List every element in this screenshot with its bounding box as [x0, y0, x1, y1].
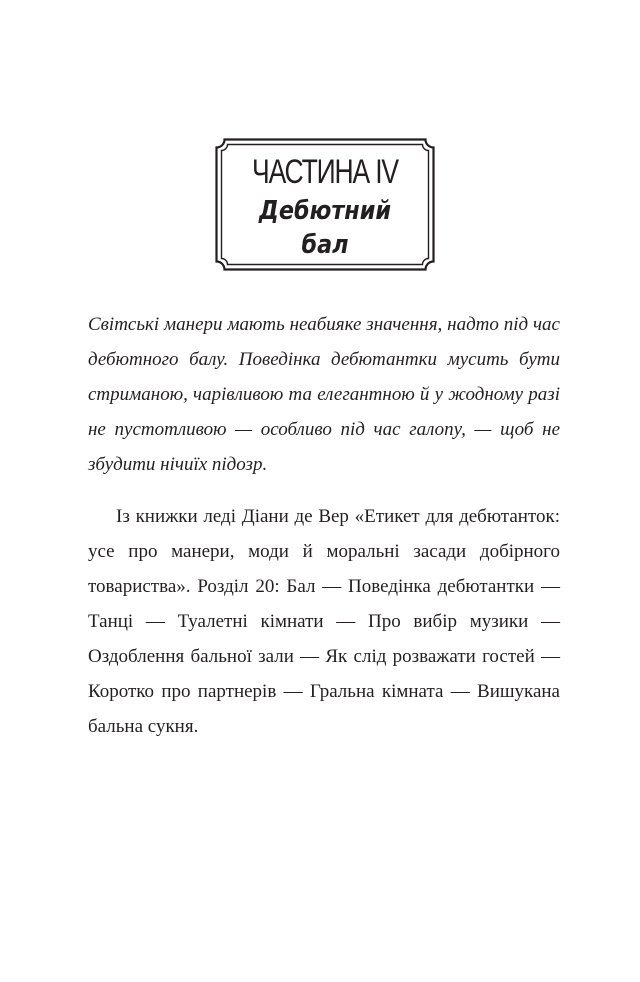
- chapter-subtitle-line-2: бал: [301, 230, 349, 260]
- part-title: ЧАСТИНА IV: [252, 153, 398, 191]
- chapter-heading-frame: [215, 138, 435, 271]
- source-citation-paragraph: Із книжки леді Діани де Вер «Етикет для дебютанток: усе про манери, моди й моральні засади добірного товариства». Розділ 20: Бал — Поведінка дебютантки — Танці — Туалетні кімнати — Про вибір музики — Оздоблення бальної зали — Як слід розважати гостей — Коротко про партнерів — Гральна кімната — Вишукана бальна сукня.: [88, 506, 560, 737]
- epigraph-paragraph: Світські манери мають неабияке значення, надто під час дебютного балу. Поведінка дебютантки мусить бути стриманою, чарівливою та елегантною й у жодному разі не пустотливою — особливо під час галопу, — щоб не збудити нічиїх підозр.: [88, 314, 560, 475]
- chapter-subtitle-line-1: Дебютний: [258, 196, 392, 226]
